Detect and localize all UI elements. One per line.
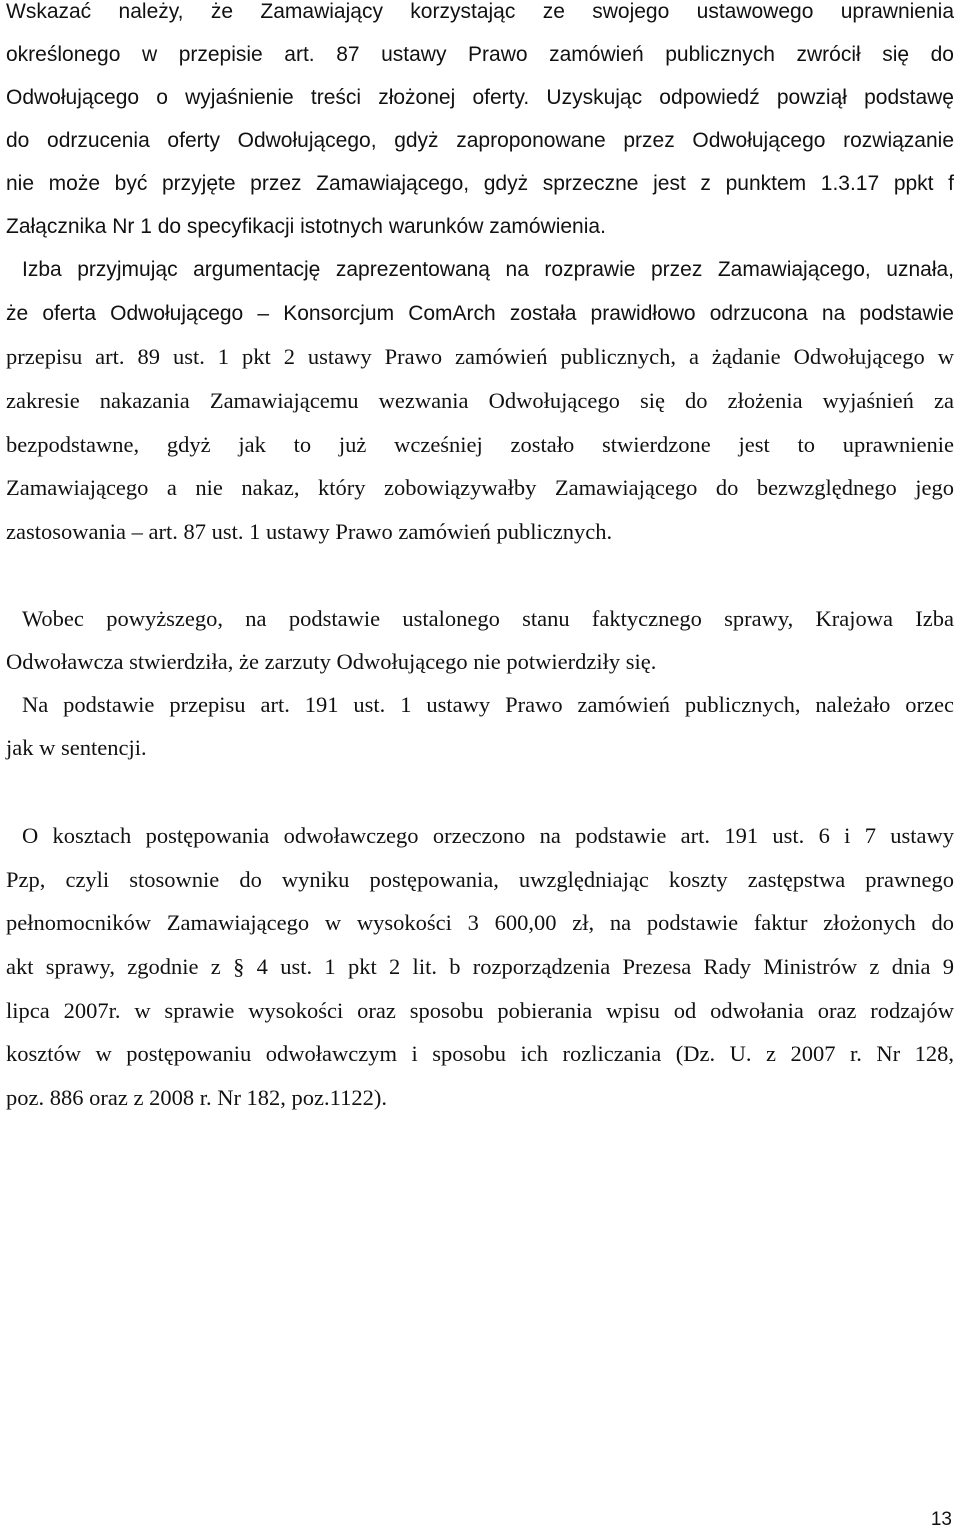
page-number: 13: [930, 1509, 952, 1530]
paragraph-line: zakresie nakazania Zamawiającemu wezwania Odwołującego się do złożenia wyjaśnień za: [6, 388, 954, 413]
paragraph-line: lipca 2007r. w sprawie wysokości oraz sposobu pobierania wpisu od odwołania oraz rodzajów: [6, 998, 954, 1023]
paragraph-line: O kosztach postępowania odwoławczego orzeczono na podstawie art. 191 ust. 6 i 7 ustawy: [22, 823, 954, 848]
paragraph-line: nie może być przyjęte przez Zamawiającego, gdyż sprzeczne jest z punktem 1.3.17 ppkt f: [6, 172, 954, 195]
paragraph-line: że oferta Odwołującego – Konsorcjum ComArch została prawidłowo odrzucona na podstawie: [6, 302, 954, 325]
paragraph-line: jak w sentencji.: [6, 735, 147, 760]
paragraph-line: określonego w przepisie art. 87 ustawy Prawo zamówień publicznych zwrócił się do: [6, 43, 954, 66]
paragraph-line: Na podstawie przepisu art. 191 ust. 1 ustawy Prawo zamówień publicznych, należało orzec: [22, 692, 954, 717]
paragraph-line: Izba przyjmując argumentację zaprezentowaną na rozprawie przez Zamawiającego, uznała,: [22, 258, 954, 281]
paragraph-line: Pzp, czyli stosownie do wyniku postępowania, uwzględniając koszty zastępstwa prawnego: [6, 867, 954, 892]
paragraph-line: bezpodstawne, gdyż jak to już wcześniej zostało stwierdzone jest to uprawnienie: [6, 432, 954, 457]
paragraph-line: do odrzucenia oferty Odwołującego, gdyż zaproponowane przez Odwołującego rozwiązanie: [6, 129, 954, 152]
paragraph-line: Zamawiającego a nie nakaz, który zobowiązywałby Zamawiającego do bezwzględnego jego: [6, 475, 954, 500]
paragraph-line: przepisu art. 89 ust. 1 pkt 2 ustawy Prawo zamówień publicznych, a żądanie Odwołującego w: [6, 344, 954, 369]
paragraph-line: akt sprawy, zgodnie z § 4 ust. 1 pkt 2 lit. b rozporządzenia Prezesa Rady Ministrów z dnia 9: [6, 954, 954, 979]
paragraph-line: zastosowania – art. 87 ust. 1 ustawy Prawo zamówień publicznych.: [6, 519, 613, 544]
paragraph-line: kosztów w postępowaniu odwoławczym i sposobu ich rozliczania (Dz. U. z 2007 r. Nr 128,: [6, 1041, 954, 1066]
paragraph-line: pełnomocników Zamawiającego w wysokości 3 600,00 zł, na podstawie faktur złożonych do: [6, 910, 954, 935]
paragraph-line: Odwoławcza stwierdziła, że zarzuty Odwołującego nie potwierdziły się.: [6, 649, 657, 674]
paragraph-line: Wobec powyższego, na podstawie ustalonego stanu faktycznego sprawy, Krajowa Izba: [22, 606, 954, 631]
paragraph-line: Załącznika Nr 1 do specyfikacji istotnych warunków zamówienia.: [6, 215, 606, 238]
paragraph-line: Wskazać należy, że Zamawiający korzystając ze swojego ustawowego uprawnienia: [6, 0, 954, 23]
paragraph-line: Odwołującego o wyjaśnienie treści złożonej oferty. Uzyskując odpowiedź powziął podstawę: [6, 86, 954, 109]
paragraph-line: poz. 886 oraz z 2008 r. Nr 182, poz.1122).: [6, 1085, 387, 1110]
